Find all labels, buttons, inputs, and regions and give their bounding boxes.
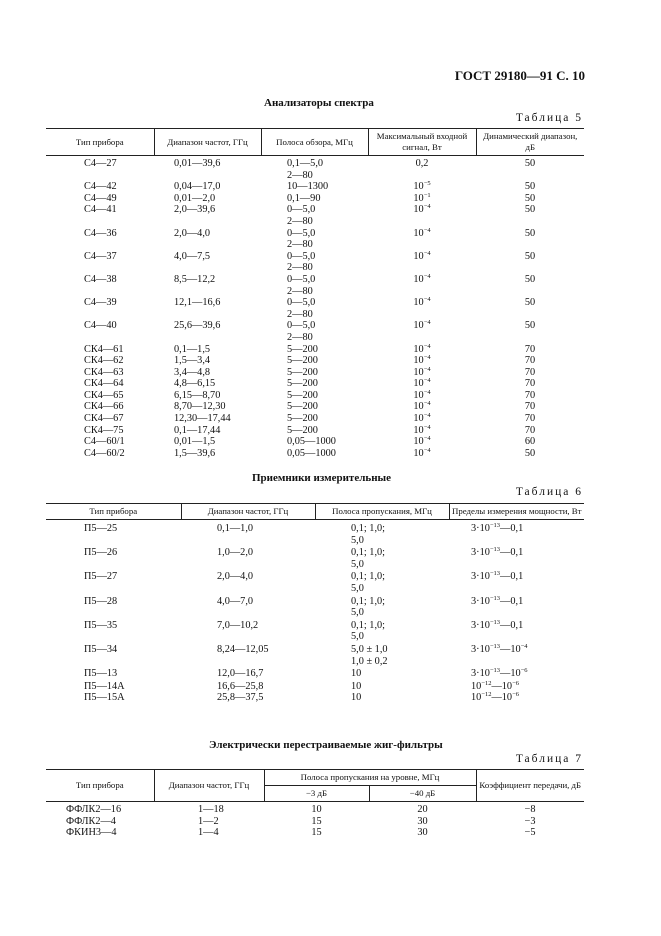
t5-signal: $10^{-4}$ <box>413 342 431 355</box>
t6-limits: $3\cdot 10^{-13}—0,1$ <box>471 618 524 631</box>
t5-type: С4—60/1 <box>84 436 125 448</box>
t6-type: П5—13 <box>84 668 118 680</box>
t5-range: 12,1—16,6 <box>174 297 221 309</box>
t5-band: 0—5,0 2—80 <box>287 204 316 227</box>
t5-type: СК4—67 <box>84 413 124 425</box>
t5-type: СК4—65 <box>84 389 124 401</box>
t7-type: ФФЛК2—4 <box>66 815 116 827</box>
t5-range: 6,15—8,70 <box>174 389 221 401</box>
t5-band: 0—5,0 2—80 <box>287 273 316 297</box>
t5-type: СК4—66 <box>84 401 124 413</box>
table-row <box>46 571 584 595</box>
t6-limits: $3\cdot 10^{-13}—10^{-6}$ <box>471 667 528 680</box>
table-row <box>46 827 584 839</box>
t5-signal: $10^{-4}$ <box>413 377 431 390</box>
t5-type: СК4—62 <box>84 355 124 367</box>
t7-range: 1—18 <box>198 804 224 815</box>
t7-b3: 10 <box>311 804 322 815</box>
t7-type: ФКИН3—4 <box>66 827 117 839</box>
t5-band: 0—5,0 2—80 <box>287 320 316 343</box>
page-header: ГОСТ 29180—91 С. 10 <box>454 68 585 83</box>
t6-col-2: Полоса пропускания, МГц <box>315 504 449 520</box>
t6-range: 16,6—25,8 <box>217 680 264 692</box>
t5-signal: $10^{-4}$ <box>413 423 431 436</box>
t5-dyn: 50 <box>524 273 536 285</box>
t5-signal: $10^{-4}$ <box>413 446 431 459</box>
t5-range: 0,1—1,5 <box>174 343 211 355</box>
t5-dyn: 50 <box>524 181 536 193</box>
t5-type: С4—39 <box>84 297 117 309</box>
table-row <box>46 547 584 571</box>
t5-range: 3,4—4,8 <box>174 366 211 378</box>
table-row <box>46 355 584 367</box>
t5-band: 5—200 <box>287 413 318 425</box>
table-label-6: Таблица 6 <box>515 486 583 498</box>
t5-band: 0,1—90 <box>287 192 321 204</box>
t5-range: 12,30—17,44 <box>174 413 231 425</box>
t6-band: 10 <box>351 668 362 680</box>
t6-range: 4,0—7,0 <box>217 595 254 607</box>
t6-band: 0,1; 1,0; 5,0 <box>351 547 386 570</box>
t5-range: 8,5—12,2 <box>174 273 216 285</box>
t5-signal: $10^{-1}$ <box>413 191 431 204</box>
t6-band: 0,1; 1,0; 5,0 <box>351 595 386 619</box>
t6-range: 25,8—37,5 <box>217 692 264 704</box>
t6-limits: $3\cdot 10^{-13}—0,1$ <box>471 546 524 559</box>
table-row <box>46 644 584 668</box>
t5-band: 0,05—1000 <box>287 436 336 448</box>
t5-col-4: Динамический диапазон, дБ <box>476 129 584 156</box>
t5-signal: $10^{-4}$ <box>413 388 431 401</box>
t7-b3: 15 <box>311 815 322 827</box>
t6-type: П5—28 <box>84 595 118 607</box>
t5-range: 0,04—17,0 <box>174 181 221 193</box>
t5-type: СК4—63 <box>84 366 124 378</box>
t5-signal: $10^{-4}$ <box>413 296 431 309</box>
t5-col-2: Полоса обзора, МГц <box>261 129 368 156</box>
t6-band: 5,0 ± 1,0 1,0 ± 0,2 <box>351 643 388 667</box>
t5-range: 0,1—17,44 <box>174 424 221 436</box>
t5-band: 10—1300 <box>287 181 329 193</box>
t5-type: С4—41 <box>84 204 117 216</box>
t5-signal: 0,2 <box>415 158 429 169</box>
t6-band: 10 <box>351 680 362 692</box>
t6-band: 0,1; 1,0; 5,0 <box>351 571 386 594</box>
section-title-spectrum-analyzers: Анализаторы спектра <box>264 97 374 109</box>
table-row <box>46 228 584 251</box>
t5-signal: $10^{-4}$ <box>413 365 431 378</box>
t5-dyn: 50 <box>524 204 536 216</box>
t5-type: С4—38 <box>84 273 117 285</box>
t5-type: СК4—61 <box>84 343 124 355</box>
t5-range: 0,01—2,0 <box>174 192 216 204</box>
t6-type: П5—27 <box>84 571 118 583</box>
t5-range: 0,01—1,5 <box>174 436 216 448</box>
table-row <box>46 181 584 193</box>
t7-range: 1—4 <box>198 827 219 839</box>
t6-limits: $3\cdot 10^{-13}—0,1$ <box>471 522 524 534</box>
table-row <box>46 692 584 704</box>
t5-type: СК4—64 <box>84 378 124 390</box>
table-row <box>46 401 584 413</box>
t5-band: 0—5,0 2—80 <box>287 297 316 320</box>
t5-type: С4—42 <box>84 181 117 193</box>
t5-dyn: 70 <box>524 389 536 401</box>
t5-dyn: 50 <box>524 227 536 239</box>
t5-range: 2,0—39,6 <box>174 204 216 216</box>
t5-dyn: 50 <box>524 447 536 459</box>
t5-band: 0,05—1000 <box>287 447 336 459</box>
t5-dyn: 70 <box>524 413 536 425</box>
table-row <box>46 816 584 828</box>
t5-signal: $10^{-4}$ <box>413 412 431 425</box>
t5-band: 5—200 <box>287 401 318 413</box>
t6-limits: $3\cdot 10^{-13}—10^{-4}$ <box>471 642 528 655</box>
t5-type: С4—36 <box>84 227 117 239</box>
t6-type: П5—26 <box>84 547 118 559</box>
t5-type: С4—49 <box>84 192 117 204</box>
t5-dyn: 70 <box>524 343 536 355</box>
t7-col-minus3: −3 дБ <box>264 786 369 802</box>
t5-dyn: 50 <box>524 297 536 309</box>
t6-band: 0,1; 1,0; 5,0 <box>351 523 386 546</box>
t5-col-1: Диапазон частот, ГГц <box>154 129 261 156</box>
t5-range: 8,70—12,30 <box>174 401 226 413</box>
t7-coef: −8 <box>524 804 536 815</box>
t6-range: 7,0—10,2 <box>217 619 259 631</box>
table-row <box>46 344 584 356</box>
t6-limits: $3\cdot 10^{-13}—0,1$ <box>471 594 524 607</box>
t5-type: С4—37 <box>84 250 117 262</box>
t5-col-0: Тип прибора <box>46 129 154 156</box>
table-row <box>46 620 584 644</box>
t6-col-1: Диапазон частот, ГГц <box>181 504 315 520</box>
t6-range: 1,0—2,0 <box>217 547 254 559</box>
table-row <box>46 413 584 425</box>
t5-dyn: 70 <box>524 401 536 413</box>
table-row <box>46 390 584 402</box>
t5-type: С4—40 <box>84 320 117 332</box>
t5-signal: $10^{-4}$ <box>413 249 431 262</box>
t7-col-band: Полоса пропускания на уровне, МГц <box>264 770 476 786</box>
table-row <box>46 681 584 693</box>
t6-range: 8,24—12,05 <box>217 643 269 655</box>
t5-type: С4—27 <box>84 158 117 169</box>
t6-band: 0,1; 1,0; 5,0 <box>351 619 386 643</box>
t6-type: П5—25 <box>84 523 118 534</box>
t6-band: 10 <box>351 692 362 704</box>
t5-range: 2,0—4,0 <box>174 227 211 239</box>
t5-band: 5—200 <box>287 424 318 436</box>
t5-dyn: 60 <box>524 436 536 448</box>
table-6 <box>46 503 584 704</box>
t5-dyn: 70 <box>524 366 536 378</box>
table-row <box>46 297 584 320</box>
t6-limits: $10^{-12}—10^{-6}$ <box>471 691 519 704</box>
t5-dyn: 50 <box>524 158 536 169</box>
table-row <box>46 367 584 379</box>
t6-range: 12,0—16,7 <box>217 668 264 680</box>
t5-band: 5—200 <box>287 366 318 378</box>
t5-band: 5—200 <box>287 355 318 367</box>
t6-type: П5—15А <box>84 692 125 704</box>
t5-range: 0,01—39,6 <box>174 158 221 169</box>
t5-dyn: 50 <box>524 320 536 332</box>
t7-col-minus40: −40 дБ <box>369 786 476 802</box>
t5-signal: $10^{-4}$ <box>413 435 431 448</box>
t5-signal: $10^{-4}$ <box>413 319 431 332</box>
t5-dyn: 70 <box>524 424 536 436</box>
t5-type: СК4—75 <box>84 424 124 436</box>
t6-limits: $10^{-12}—10^{-6}$ <box>471 679 519 692</box>
t6-range: 0,1—1,0 <box>217 523 254 534</box>
t5-signal: $10^{-4}$ <box>413 354 431 367</box>
t5-range: 1,5—3,4 <box>174 355 211 367</box>
t7-col-type: Тип прибора <box>46 770 154 802</box>
table-5 <box>46 128 584 459</box>
table-label-7: Таблица 7 <box>515 753 583 765</box>
t7-col-coef: Коэффициент передачи, дБ <box>476 770 584 802</box>
t5-band: 5—200 <box>287 389 318 401</box>
t7-b40: 20 <box>417 804 428 815</box>
table-row <box>46 204 584 227</box>
t5-signal: $10^{-4}$ <box>413 203 431 216</box>
t5-signal: $10^{-4}$ <box>413 400 431 413</box>
table-row <box>46 668 584 681</box>
t7-b40: 30 <box>417 815 428 827</box>
table-row <box>46 378 584 390</box>
section-title-yig-filters: Электрически перестраиваемые жиг-фильтры <box>209 739 443 751</box>
t7-type: ФФЛК2—16 <box>66 804 122 815</box>
t7-col-range: Диапазон частот, ГГц <box>154 770 264 802</box>
t5-band: 0—5,0 2—80 <box>287 250 316 274</box>
table-row <box>46 596 584 620</box>
table-row <box>46 448 584 460</box>
t5-range: 4,8—6,15 <box>174 378 216 390</box>
t5-dyn: 50 <box>524 192 536 204</box>
t6-type: П5—14А <box>84 680 125 692</box>
t5-band: 5—200 <box>287 343 318 355</box>
t5-band: 5—200 <box>287 378 318 390</box>
section-title-receivers: Приемники измерительные <box>252 472 392 484</box>
t5-type: С4—60/2 <box>84 447 125 459</box>
t7-coef: −5 <box>524 827 536 839</box>
t5-dyn: 70 <box>524 378 536 390</box>
t6-limits: $3\cdot 10^{-13}—0,1$ <box>471 570 524 583</box>
t6-type: П5—35 <box>84 619 118 631</box>
table-row <box>46 802 584 816</box>
t6-col-3: Пределы измерения мощности, Вт <box>449 504 584 520</box>
t5-range: 1,5—39,6 <box>174 447 216 459</box>
t6-col-0: Тип прибора <box>46 504 181 520</box>
table-row <box>46 425 584 437</box>
t7-coef: −3 <box>524 815 536 827</box>
t5-dyn: 70 <box>524 355 536 367</box>
t7-b40: 30 <box>417 827 428 839</box>
t5-dyn: 50 <box>524 250 536 262</box>
t7-b3: 15 <box>311 827 322 839</box>
t5-signal: $10^{-4}$ <box>413 272 431 285</box>
t5-range: 25,6—39,6 <box>174 320 221 332</box>
t5-band: 0,1—5,0 2—80 <box>287 158 324 181</box>
t5-col-3: Максимальный входной сигнал, Вт <box>368 129 476 156</box>
t6-range: 2,0—4,0 <box>217 571 254 583</box>
t5-signal: $10^{-5}$ <box>413 180 431 193</box>
t5-signal: $10^{-4}$ <box>413 226 431 239</box>
table-row <box>46 251 584 274</box>
table-row <box>46 193 584 205</box>
table-row <box>46 156 584 182</box>
table-label-5: Таблица 5 <box>515 112 583 124</box>
table-row <box>46 520 584 548</box>
t5-band: 0—5,0 2—80 <box>287 227 316 251</box>
t7-range: 1—2 <box>198 815 219 827</box>
t6-type: П5—34 <box>84 643 118 655</box>
table-row <box>46 274 584 297</box>
table-row <box>46 436 584 448</box>
t5-range: 4,0—7,5 <box>174 250 211 262</box>
table-7 <box>46 769 584 839</box>
table-row <box>46 320 584 343</box>
